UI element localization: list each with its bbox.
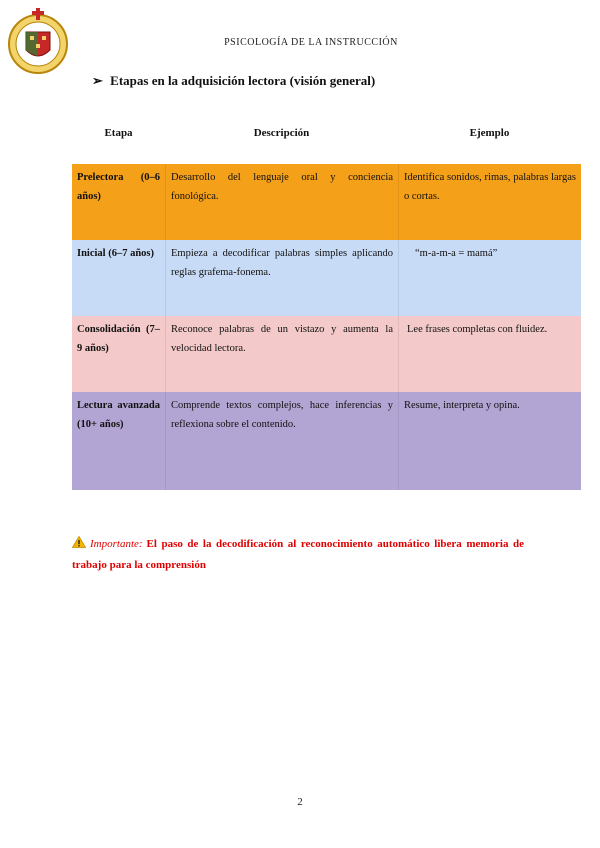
warning-icon [72,535,86,547]
running-header: PSICOLOGÍA DE LA INSTRUCCIÓN [224,37,398,48]
example-cell: “m-a-m-a = mamá” [398,240,581,316]
arrow-bullet-icon: ➢ [92,73,103,88]
column-header-ejemplo: Ejemplo [469,127,510,139]
stage-cell: Consolidación (7–9 años) [77,324,160,355]
table-row [72,316,581,392]
description-cell: Comprende textos complejos, hace inferencias y reflexiona sobre el contenido. [165,392,398,490]
description-cell: Reconoce palabras de un vistazo y aumenta la velocidad lectora. [165,316,398,392]
stage-cell: Prelectora (0–6 años) [77,172,160,203]
example-cell: Resume, interpreta y opina. [398,392,581,490]
stage-cell: Inicial (6–7 años) [77,248,155,259]
table-row [72,164,581,240]
section-heading-text: Etapas en la adquisición lectora (visión general) [110,73,376,88]
table-header-row [72,122,581,164]
page-number: 2 [297,796,303,808]
description-cell: Empieza a decodificar palabras simples aplicando reglas grafema-fonema. [165,240,398,316]
table-row [72,392,581,490]
column-header-descripcion: Descripción [253,127,310,139]
table-row [72,240,581,316]
stages-table [72,122,581,490]
important-note [72,534,524,576]
description-cell: Desarrollo del lenguaje oral y conciencia fonológica. [165,164,398,240]
note-label: Importante: [90,538,143,550]
section-heading [92,73,375,89]
note-text: El paso de la decodificación al reconocimiento automático libera memoria de trabajo para la comprensión [72,538,524,571]
example-cell: Identifica sonidos, rimas, palabras largas o cortas. [398,164,581,240]
example-cell: Lee frases completas con fluidez. [398,316,581,392]
stage-cell: Lectura avanzada (10+ años) [77,400,160,431]
column-header-etapa: Etapa [104,127,133,139]
